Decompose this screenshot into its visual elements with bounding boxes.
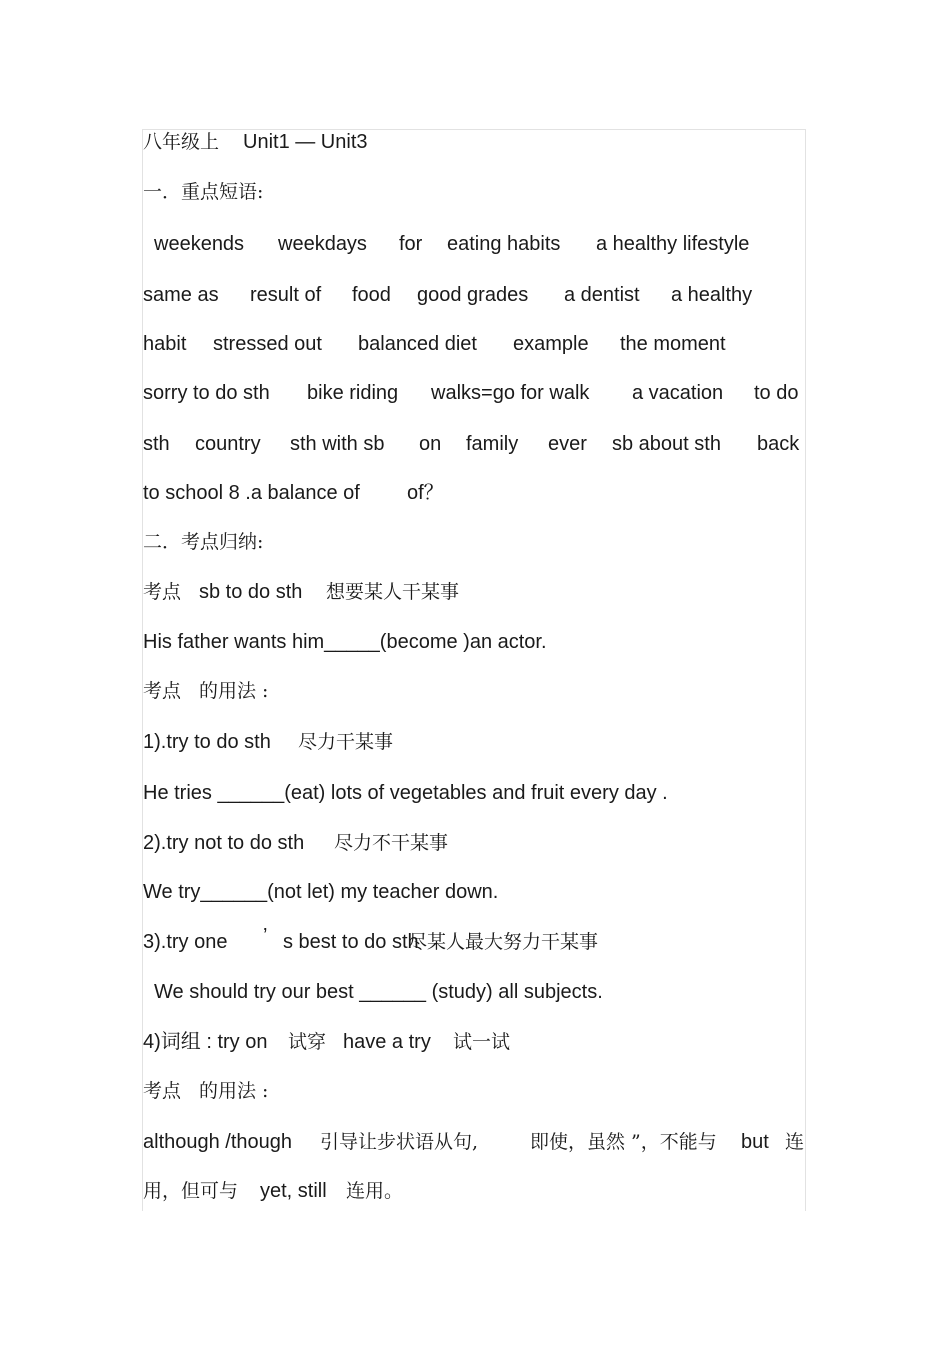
point3-line-2 bbox=[143, 1176, 811, 1206]
phrase-line-6 bbox=[143, 478, 811, 508]
point1-example bbox=[143, 627, 811, 657]
phrase: habit bbox=[143, 333, 187, 355]
item-phrase: 1).try to do sth bbox=[143, 731, 271, 753]
section1-heading bbox=[143, 177, 811, 207]
phrase: a vacation bbox=[632, 382, 724, 404]
phrase: sb about sth bbox=[612, 433, 721, 455]
phrase: of？ bbox=[407, 482, 444, 504]
phrase: sth with sb bbox=[290, 433, 385, 455]
item-phrase-rest: s best to do sth bbox=[283, 931, 419, 953]
item-phrase: 2).try not to do sth bbox=[143, 832, 305, 854]
item-phrase: 3).try one bbox=[143, 931, 228, 953]
phrase: walks=go for walk bbox=[431, 382, 590, 404]
apostrophe: ’ bbox=[263, 925, 268, 947]
phrase: a dentist bbox=[564, 284, 640, 306]
phrase: weekdays bbox=[278, 233, 367, 255]
text-fragment: 即使，虽然 ”，不能与 bbox=[530, 1131, 717, 1153]
text-fragment: but bbox=[741, 1131, 769, 1153]
phrase: a healthy lifestyle bbox=[596, 233, 750, 255]
point2-item-2 bbox=[143, 828, 811, 858]
text-fragment: 连 bbox=[785, 1131, 805, 1153]
title-grade: 八年级上 bbox=[143, 131, 220, 153]
text-fragment: 用，但可与 bbox=[143, 1180, 239, 1202]
phrase: a healthy bbox=[671, 284, 753, 306]
text-fragment: although /though bbox=[143, 1131, 293, 1153]
point-label: 考点 bbox=[143, 1080, 182, 1102]
point2-item-2-example bbox=[143, 877, 811, 907]
phrase-line-1 bbox=[143, 229, 811, 259]
phrases-meaning-1: 试穿 bbox=[288, 1031, 327, 1053]
phrase: result of bbox=[250, 284, 322, 306]
phrase: example bbox=[513, 333, 589, 355]
item-meaning: 尽力干某事 bbox=[298, 731, 394, 753]
phrase: country bbox=[195, 433, 261, 455]
phrases-meaning-2: 试一试 bbox=[453, 1031, 511, 1053]
text-fragment: yet, still bbox=[260, 1180, 327, 1202]
phrase-line-4 bbox=[143, 378, 811, 408]
point-label: 考点 bbox=[143, 581, 182, 603]
phrase: food bbox=[352, 284, 391, 306]
point2-item-3 bbox=[143, 927, 811, 957]
example-sentence: We try______(not let) my teacher down. bbox=[143, 881, 499, 903]
example-sentence: He tries ______(eat) lots of vegetables and fruit every day . bbox=[143, 782, 668, 804]
phrase: good grades bbox=[417, 284, 529, 306]
item-meaning: 尽力不干某事 bbox=[334, 832, 449, 854]
phrase: bike riding bbox=[307, 382, 399, 404]
phrases-phrase-2: have a try bbox=[343, 1031, 431, 1053]
point-phrase: sb to do sth bbox=[199, 581, 303, 603]
point-label: 考点 bbox=[143, 680, 182, 702]
phrase: on bbox=[419, 433, 442, 455]
section1-heading-text: 一．重点短语: bbox=[143, 181, 264, 203]
phrase: to do bbox=[754, 382, 799, 404]
point2-item-1 bbox=[143, 727, 811, 757]
point-title: 的用法 : bbox=[199, 1080, 269, 1102]
phrase-line-5 bbox=[143, 429, 811, 459]
phrase: eating habits bbox=[447, 233, 561, 255]
phrase: sorry to do sth bbox=[143, 382, 270, 404]
phrase: balanced diet bbox=[358, 333, 477, 355]
phrase: to school 8 .a balance of bbox=[143, 482, 360, 504]
item-meaning: 尽某人最大努力干某事 bbox=[408, 931, 599, 953]
point2-item-3-example bbox=[143, 977, 811, 1007]
point-meaning: 想要某人干某事 bbox=[326, 581, 460, 603]
point2-item-1-example bbox=[143, 778, 811, 808]
phrases-label: 4)词组 : try on bbox=[143, 1031, 268, 1053]
phrase: weekends bbox=[154, 233, 245, 255]
text-fragment: 引导让步状语从句, bbox=[320, 1131, 479, 1153]
document-title bbox=[143, 127, 811, 157]
phrase-line-2 bbox=[143, 280, 811, 310]
point-title: 的用法 : bbox=[199, 680, 269, 702]
example-sentence: We should try our best ______ (study) all subjects. bbox=[154, 981, 603, 1003]
text-fragment: 连用。 bbox=[346, 1180, 404, 1202]
phrase-line-3 bbox=[143, 329, 811, 359]
phrase: same as bbox=[143, 284, 219, 306]
point2-phrases bbox=[143, 1027, 811, 1057]
phrase: back bbox=[757, 433, 800, 455]
point1-title bbox=[143, 577, 811, 607]
section2-heading-text: 二．考点归纳: bbox=[143, 531, 264, 553]
title-units: Unit1 — Unit3 bbox=[243, 131, 368, 153]
phrase: stressed out bbox=[213, 333, 322, 355]
phrase: ever bbox=[548, 433, 587, 455]
point3-title bbox=[143, 1076, 811, 1106]
phrase: the moment bbox=[620, 333, 726, 355]
point2-title bbox=[143, 676, 811, 706]
phrase: sth bbox=[143, 433, 170, 455]
point3-line-1 bbox=[143, 1127, 811, 1157]
example-sentence: His father wants him_____(become )an actor. bbox=[143, 631, 547, 653]
section2-heading bbox=[143, 527, 811, 557]
phrase: family bbox=[466, 433, 519, 455]
phrase: for bbox=[399, 233, 423, 255]
